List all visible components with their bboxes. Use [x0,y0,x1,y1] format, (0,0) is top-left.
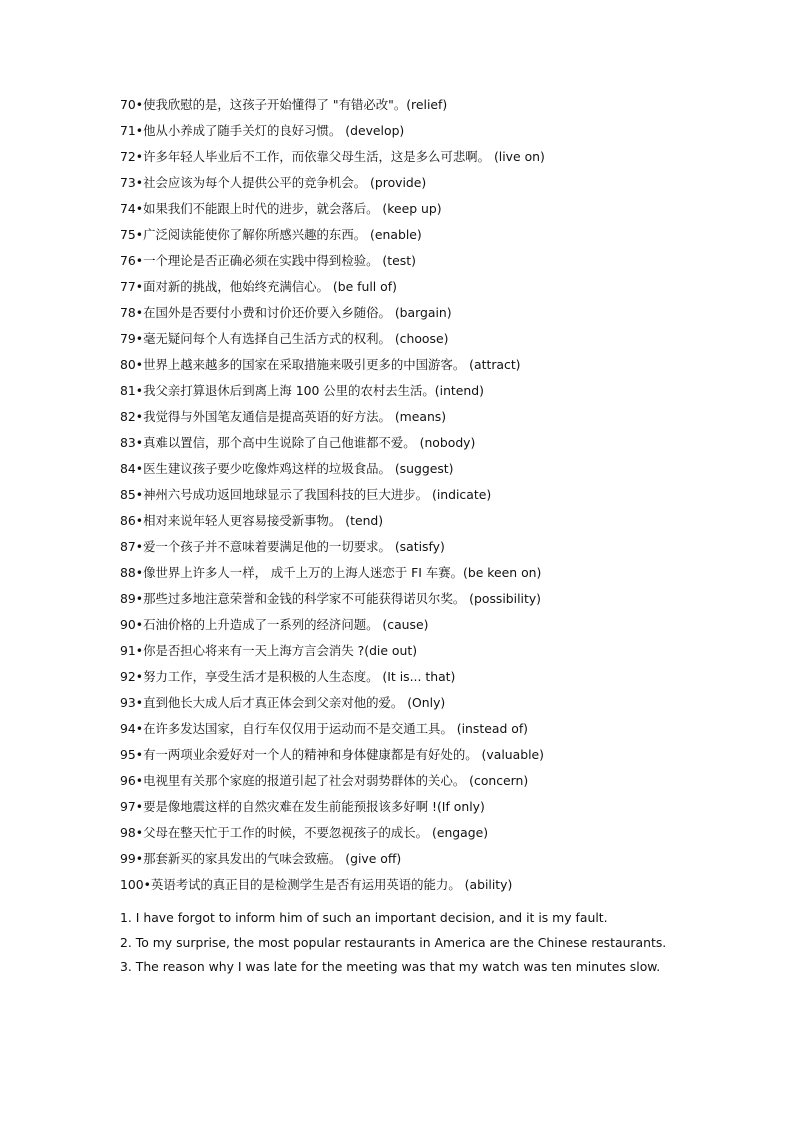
exercise-item: 100•英语考试的真正目的是检测学生是否有运用英语的能力。 (ability) [120,877,513,892]
exercise-item: 95•有一两项业余爱好对一个人的精神和身体健康都是有好处的。 (valuable) [120,747,544,762]
answer-item: 1. I have forgot to inform him of such an important decision, and it is my fault. [120,910,608,925]
exercise-item: 78•在国外是否要付小费和讨价还价要入乡随俗。 (bargain) [120,305,452,320]
exercise-item: 93•直到他长大成人后才真正体会到父亲对他的爱。 (Only) [120,695,446,710]
exercise-item: 82•我觉得与外国笔友通信是提高英语的好方法。 (means) [120,409,447,424]
exercise-item: 76•一个理论是否正确必须在实践中得到检验。 (test) [120,253,416,268]
exercise-item: 97•要是像地震这样的自然灾难在发生前能预报该多好啊 !(If only) [120,799,485,814]
exercise-item: 79•毫无疑问每个人有选择自己生活方式的权利。 (choose) [120,331,449,346]
exercise-item: 81•我父亲打算退休后到离上海 100 公里的农村去生活。(intend) [120,383,484,398]
exercise-item: 98•父母在整天忙于工作的时候，不要忽视孩子的成长。 (engage) [120,825,489,840]
answer-key [120,906,668,980]
exercise-item: 85•神州六号成功返回地球显示了我国科技的巨大进步。 (indicate) [120,487,492,502]
exercise-item: 74•如果我们不能跟上时代的进步，就会落后。 (keep up) [120,201,442,216]
exercise-item: 91•你是否担心将来有一天上海方言会消失 ?(die out) [120,643,418,658]
exercise-item: 80•世界上越来越多的国家在采取措施来吸引更多的中国游客。 (attract) [120,357,521,372]
exercise-item: 87•爱一个孩子并不意味着要满足他的一切要求。 (satisfy) [120,539,445,554]
exercise-item: 72•许多年轻人毕业后不工作，而依靠父母生活，这是多么可悲啊。 (live on) [120,149,545,164]
exercise-item: 83•真难以置信，那个高中生说除了自己他谁都不爱。 (nobody) [120,435,476,450]
exercise-item: 77•面对新的挑战，他始终充满信心。 (be full of) [120,279,397,294]
exercise-item: 92•努力工作，享受生活才是积极的人生态度。 (It is... that) [120,669,456,684]
answer-item: 2. To my surprise, the most popular restaurants in America are the Chinese restaurants. [120,934,667,950]
exercise-item: 71•他从小养成了随手关灯的良好习惯。 (develop) [120,123,405,138]
exercise-item: 96•电视里有关那个家庭的报道引起了社会对弱势群体的关心。 (concern) [120,773,529,788]
exercise-item: 88•像世界上许多人一样， 成千上万的上海人迷恋于 FI 车赛。(be keen on) [120,565,542,580]
exercise-item: 90•石油价格的上升造成了一系列的经济问题。 (cause) [120,617,429,632]
exercise-item: 89•那些过多地注意荣誉和金钱的科学家不可能获得诺贝尔奖。 (possibility) [120,591,542,606]
answer-item: 3. The reason why I was late for the meeting was that my watch was ten minutes slow. [120,959,661,974]
exercise-item: 84•医生建议孩子要少吃像炸鸡这样的垃圾食品。 (suggest) [120,461,454,476]
exercise-item: 99•那套新买的家具发出的气味会致癌。 (give off) [120,851,402,866]
exercise-item: 73•社会应该为每个人提供公平的竞争机会。 (provide) [120,175,427,190]
exercise-item: 86•相对来说年轻人更容易接受新事物。 (tend) [120,513,384,528]
exercise-item: 70•使我欣慰的是，这孩子开始懂得了 "有错必改"。(relief) [120,97,448,112]
exercise-item: 75•广泛阅读能使你了解你所感兴趣的东西。 (enable) [120,227,422,242]
translation-exercise-list [120,95,680,901]
exercise-item: 94•在许多发达国家，自行车仅仅用于运动而不是交通工具。 (instead of) [120,721,529,736]
